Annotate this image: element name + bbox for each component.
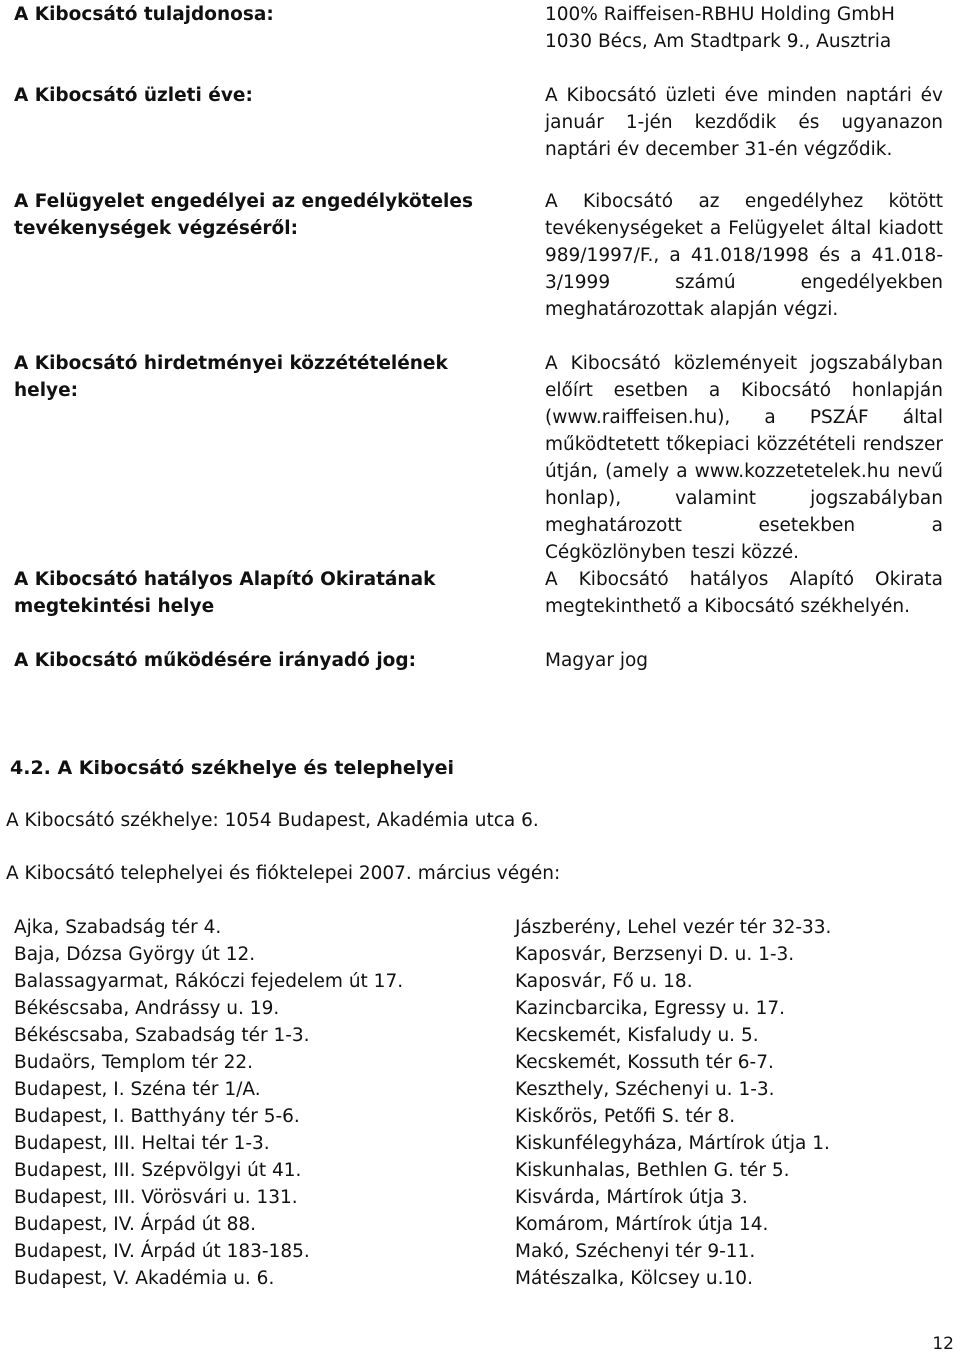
owner-value: [545, 1, 943, 55]
list-item: Budapest, V. Akadémia u. 6.: [14, 1268, 275, 1289]
business-year-label: A Kibocsátó üzleti éve:: [14, 85, 253, 106]
list-item: Budapest, I. Széna tér 1/A.: [14, 1079, 261, 1100]
list-item: Budapest, III. Heltai tér 1-3.: [14, 1133, 270, 1154]
list-item: Békéscsaba, Andrássy u. 19.: [14, 998, 280, 1019]
licenses-value: A Kibocsátó az engedélyhez kötött tevékenységeket a Felügyelet által kiadott 989/1997/F., a 41.018/1998 és a 41.018-3/1999 számú engedélyekben meghatározottak alapján végzi.: [545, 191, 943, 320]
list-item: Kazincbarcika, Egressy u. 17.: [515, 998, 785, 1019]
owner-value-line1: 100% Raiffeisen-RBHU Holding GmbH: [545, 4, 895, 25]
headquarters-text: A Kibocsátó székhelye: 1054 Budapest, Akadémia utca 6.: [6, 810, 539, 831]
list-item: Makó, Széchenyi tér 9-11.: [515, 1241, 756, 1262]
governing-law-value: Magyar jog: [545, 650, 649, 671]
licenses-label: A Felügyelet engedélyei az engedélyköteles tevékenységek végzéséről:: [14, 191, 473, 239]
list-item: Balassagyarmat, Rákóczi fejedelem út 17.: [14, 971, 404, 992]
list-item: Budapest, III. Vörösvári u. 131.: [14, 1187, 298, 1208]
announcements-value: A Kibocsátó közleményeit jogszabályban előírt esetben a Kibocsátó honlapján (www.raiffeisen.hu), a PSZÁF által működtetett tőkepiaci közzétételi rendszer útján, (amely a www.kozzetetelek.hu nevű honlap), valamint jogszabályban meghatározott esetekben a Cégközlönyben teszi közzé.: [545, 353, 943, 563]
governing-law-label: A Kibocsátó működésére irányadó jog:: [14, 650, 417, 671]
list-item: Budapest, IV. Árpád út 88.: [14, 1214, 257, 1235]
page-number: 12: [932, 1334, 954, 1354]
list-item: Jászberény, Lehel vezér tér 32-33.: [515, 917, 832, 938]
list-item: Ajka, Szabadság tér 4.: [14, 917, 222, 938]
list-item: Komárom, Mártírok útja 14.: [515, 1214, 769, 1235]
branches-list-left: [14, 914, 403, 1292]
deed-value: A Kibocsátó hatályos Alapító Okirata megtekinthető a Kibocsátó székhelyén.: [545, 569, 943, 617]
owner-label: A Kibocsátó tulajdonosa:: [14, 4, 274, 25]
list-item: Baja, Dózsa György út 12.: [14, 944, 256, 965]
list-item: Budapest, I. Batthyány tér 5-6.: [14, 1106, 300, 1127]
list-item: Kiskőrös, Petőfi S. tér 8.: [515, 1106, 736, 1127]
list-item: Kecskemét, Kossuth tér 6-7.: [515, 1052, 774, 1073]
list-item: Békéscsaba, Szabadság tér 1-3.: [14, 1025, 310, 1046]
list-item: Kiskunhalas, Bethlen G. tér 5.: [515, 1160, 790, 1181]
list-item: Kecskemét, Kisfaludy u. 5.: [515, 1025, 759, 1046]
list-item: Budapest, IV. Árpád út 183-185.: [14, 1241, 310, 1262]
list-item: Keszthely, Széchenyi u. 1-3.: [515, 1079, 775, 1100]
list-item: Budapest, III. Szépvölgyi út 41.: [14, 1160, 302, 1181]
branches-intro-text: A Kibocsátó telephelyei és fióktelepei 2007. március végén:: [6, 863, 561, 884]
deed-label: A Kibocsátó hatályos Alapító Okiratának megtekintési helye: [14, 569, 436, 617]
business-year-value: A Kibocsátó üzleti éve minden naptári év január 1-jén kezdődik és ugyanazon naptári év december 31-én végződik.: [545, 85, 943, 160]
list-item: Kaposvár, Fő u. 18.: [515, 971, 693, 992]
list-item: Budaörs, Templom tér 22.: [14, 1052, 254, 1073]
list-item: Kisvárda, Mártírok útja 3.: [515, 1187, 748, 1208]
owner-value-line2: 1030 Bécs, Am Stadtpark 9., Ausztria: [545, 31, 892, 52]
section-heading: 4.2. A Kibocsátó székhelye és telephelyei: [10, 757, 455, 779]
list-item: Kiskunfélegyháza, Mártírok útja 1.: [515, 1133, 830, 1154]
announcements-label: A Kibocsátó hirdetményei közzétételének helye:: [14, 353, 448, 401]
list-item: Kaposvár, Berzsenyi D. u. 1-3.: [515, 944, 795, 965]
branches-list-right: [515, 914, 831, 1292]
list-item: Mátészalka, Kölcsey u.10.: [515, 1268, 753, 1289]
